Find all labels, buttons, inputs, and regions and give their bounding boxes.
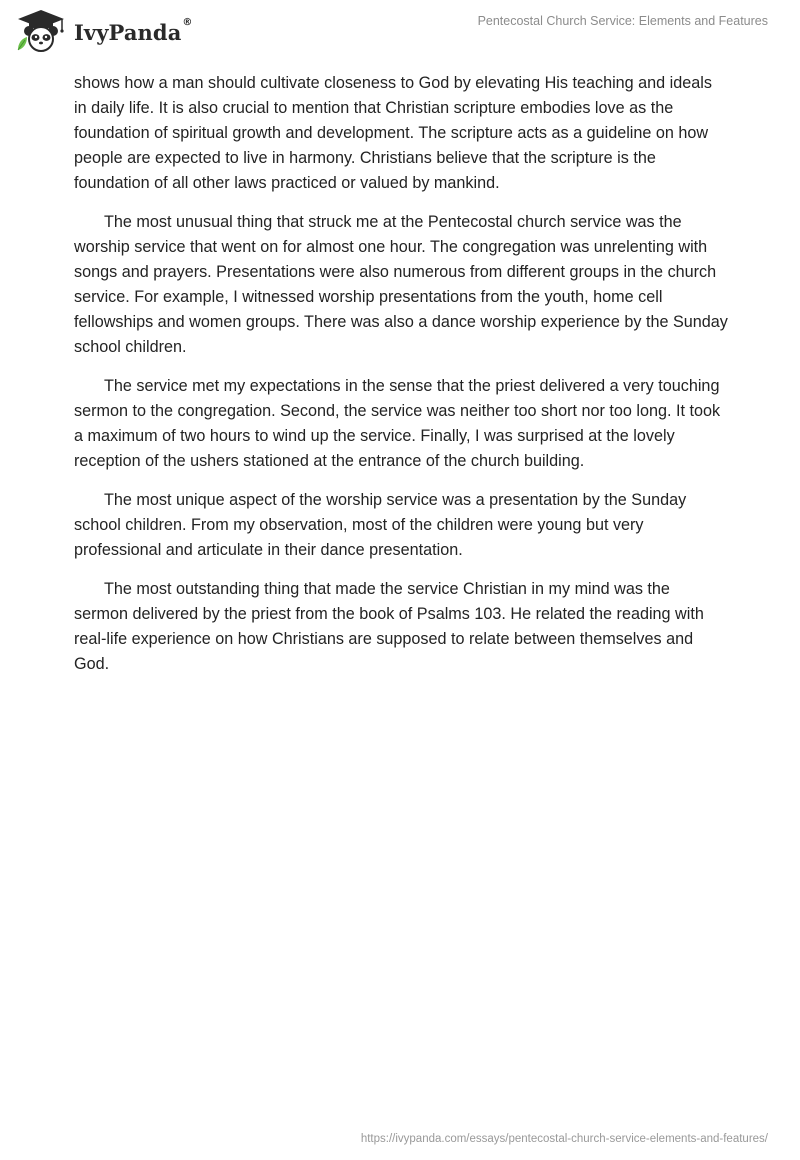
essay-paragraph: shows how a man should cultivate closeness to God by elevating His teaching and ideals in daily life. It is also crucial to mention that Christian scripture embodies love as the foundation of spiritual growth and development. The scripture acts as a guideline on how people are expected to live in harmony. Christians believe that the scripture is the foundation of all other laws practiced or valued by mankind. <box>74 74 712 192</box>
brand-logo[interactable] <box>14 8 193 54</box>
brand-name: IvyPanda® <box>74 16 193 45</box>
source-url-link[interactable]: https://ivypanda.com/essays/pentecostal-church-service-elements-and-features/ <box>360 1133 768 1145</box>
document-title: Pentecostal Church Service: Elements and Features <box>477 14 768 28</box>
essay-paragraph: The most unusual thing that struck me at the Pentecostal church service was the worship service that went on for almost one hour. The congregation was unrelenting with songs and prayers. Presentations were also numerous from different groups in the church service. For example, I witnessed worship presentations from the youth, home cell fellowships and women groups. There was also a dance worship experience by the Sunday school children. <box>74 213 728 356</box>
essay-paragraph: The service met my expectations in the sense that the priest delivered a very touching sermon to the congregation. Second, the service was neither too short nor too long. It took a maximum of two hours to wind up the service. Finally, I was surprised at the lovely reception of the ushers stationed at the entrance of the church building. <box>74 377 721 470</box>
essay-body <box>74 71 728 691</box>
essay-paragraph: The most outstanding thing that made the service Christian in my mind was the sermon delivered by the priest from the book of Psalms 103. He related the reading with real-life experience on how Christians are supposed to relate between themselves and God. <box>74 580 704 673</box>
panda-graduate-icon <box>14 8 68 54</box>
essay-paragraph: The most unique aspect of the worship service was a presentation by the Sunday school children. From my observation, most of the children were young but very professional and articulate in their dance presentation. <box>74 491 687 559</box>
